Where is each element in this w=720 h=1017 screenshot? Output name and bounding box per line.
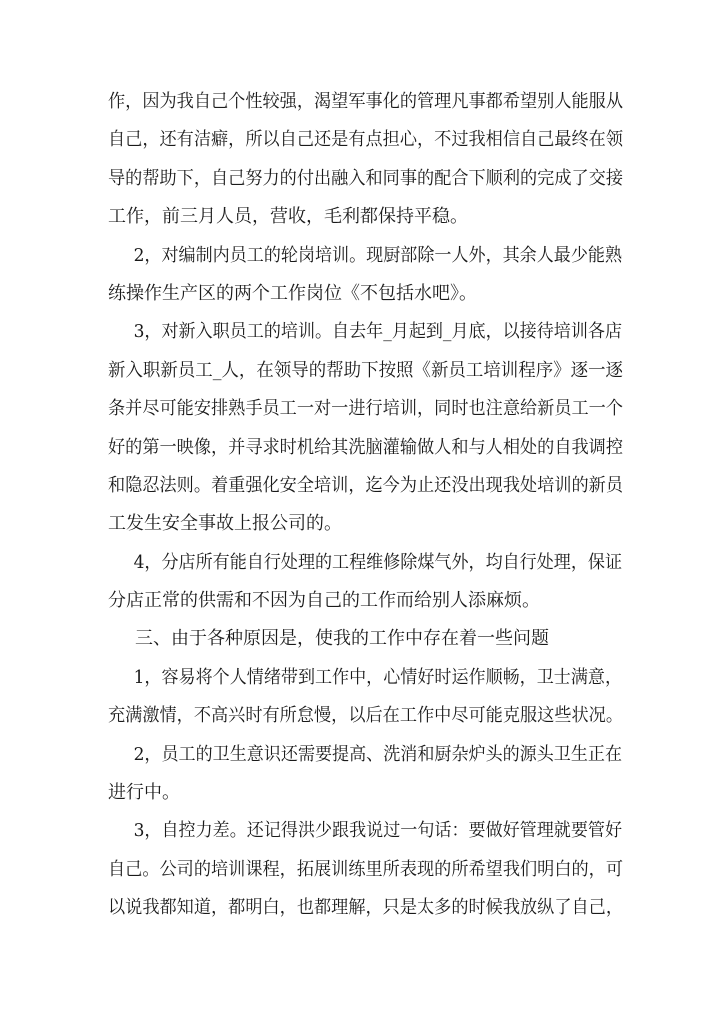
text-line: 1，容易将个人情绪带到工作中，心情好时运作顺畅，卫士满意， — [133, 666, 623, 688]
text-line: 工作，前三月人员，营收，毛利都保持平稳。 — [108, 206, 468, 228]
text-line: 4，分店所有能自行处理的工程维修除煤气外，均自行处理，保证 — [133, 551, 623, 573]
text-line: 导的帮助下，自己努力的付出融入和同事的配合下顺利的完成了交接 — [108, 167, 623, 189]
text-line: 以说我都知道，都明白，也都理解，只是太多的时候我放纵了自己， — [108, 897, 623, 919]
text-line: 2，员工的卫生意识还需要提高、洗消和厨杂炉头的源头卫生正在 — [133, 743, 623, 765]
text-line: 好的第一映像，并寻求时机给其洗脑灌输做人和与人相处的自我调控 — [108, 436, 623, 458]
text-line: 2，对编制内员工的轮岗培训。现厨部除一人外，其余人最少能熟 — [133, 244, 623, 266]
text-line: 自己，还有洁癖，所以自己还是有点担心，不过我相信自己最终在领 — [108, 129, 623, 151]
text-line: 进行中。 — [108, 782, 180, 804]
text-line: 自己。公司的培训课程，拓展训练里所表现的所希望我们明白的，可 — [108, 858, 623, 880]
text-line: 充满激情，不高兴时有所怠慢，以后在工作中尽可能克服这些状况。 — [108, 705, 623, 727]
text-line: 3，自控力差。还记得洪少跟我说过一句话：要做好管理就要管好 — [133, 820, 623, 842]
text-line: 作，因为我自己个性较强，渴望军事化的管理凡事都希望别人能服从 — [108, 91, 623, 112]
text-line: 条并尽可能安排熟手员工一对一进行培训，同时也注意给新员工一个 — [108, 398, 623, 420]
text-line: 三、由于各种原因是，使我的工作中存在着一些问题 — [135, 628, 549, 650]
text-line: 分店正常的供需和不因为自己的工作而给别人添麻烦。 — [108, 590, 540, 612]
text-line: 练操作生产区的两个工作岗位《不包括水吧》。 — [108, 282, 477, 304]
text-line: 新入职新员工_人，在领导的帮助下按照《新员工培训程序》逐一逐 — [108, 359, 624, 381]
text-line: 和隐忍法则。着重强化安全培训，迄今为止还没出现我处培训的新员 — [108, 474, 623, 496]
document-body — [108, 83, 623, 928]
text-line: 工发生安全事故上报公司的。 — [108, 513, 342, 535]
text-line: 3，对新入职员工的培训。自去年_月起到_月底，以接待培训各店 — [133, 321, 623, 343]
